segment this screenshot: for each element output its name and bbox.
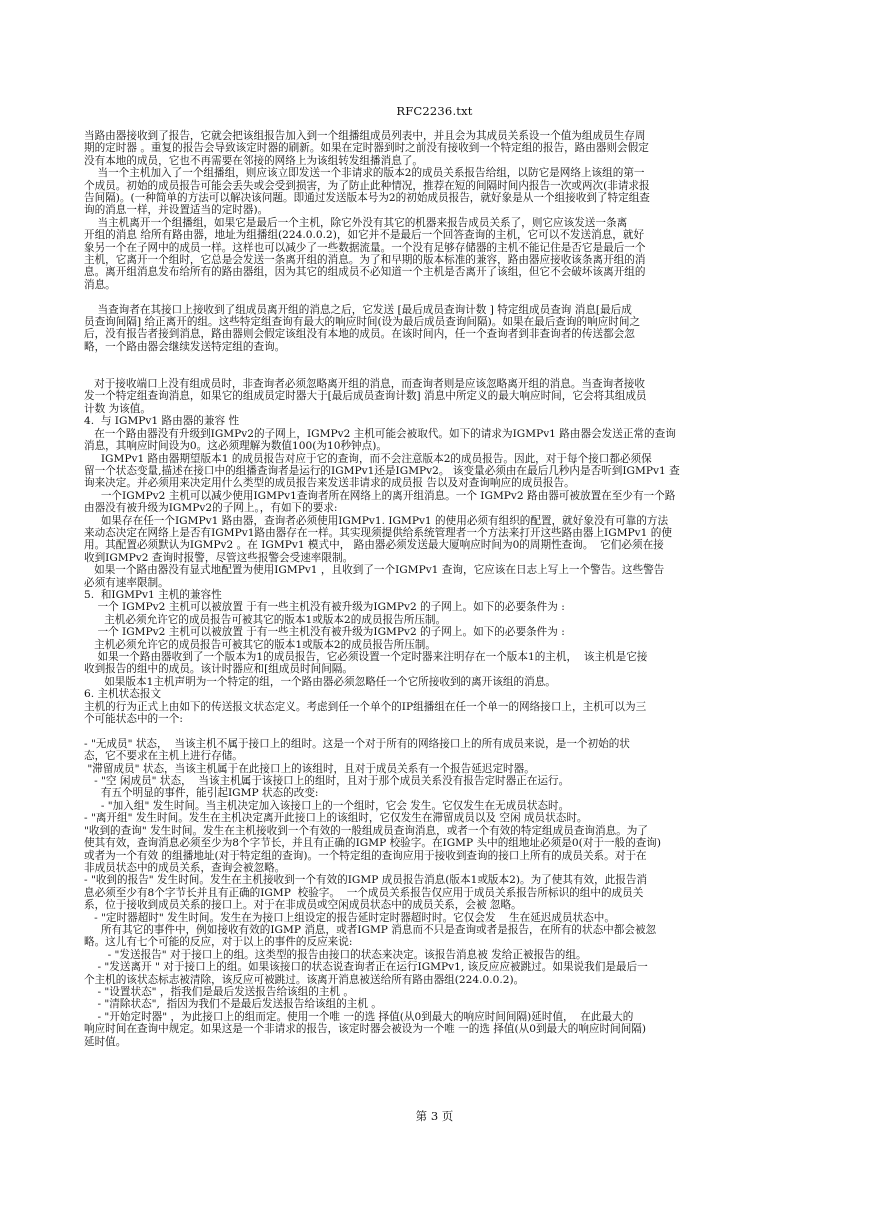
text-line: 非成员状态中的成员关系，查询会被忽略。 (84, 861, 286, 874)
text-line: 告间隔)。(一种简单的方法可以解决该问题。即通过发送版本号为2的初始成员报告，就好象是从一个组接收到了特定组查 (84, 192, 650, 205)
text-line: 响应时间在查询中规定。如果这是一个非请求的报告，该定时器会被设为一个唯 一的选 择值(从0到最大的响应时间间隔) (84, 1023, 647, 1036)
page-number: 第 3 页 (415, 1109, 454, 1123)
text-line: 息。离开组消息发布给所有的路由器组，因为其它的组成员不必知道一个主机是否离开了该组，但它不会破坏该离开组的 (84, 266, 646, 279)
text-line: 个成员。初始的成员报告可能会丢失或会受到损害，为了防止此种情况，推荐在短的间隔时间内报告一次或两次(非请求报 (84, 179, 650, 192)
text-line: 如果版本1主机声明为一个特定的组，一个路由器必须忽略任一个它所接收到的离开该组的消息。 (84, 675, 556, 688)
text-line: 延时值。 (84, 1035, 127, 1048)
text-line: 当一个主机加入了一个组播组，则应该立即发送一个非请求的版本2的成员关系报告给组，以防它是网络上该组的第一 (84, 167, 645, 180)
text-line: - "加入组" 发生时间。当主机决定加入该接口上的一个组时，它会 发生。它仅发生在无成员状态时。 (84, 799, 570, 812)
text-line: 或者为一个有效 的组播地址(对于特定组的查询)。一个特定组的查询应用于接收到查询的接口上所有的成员关系。对于在 (84, 849, 647, 862)
text-line: 收到报告的组中的成员。该计时器应和[组成员时间间隔。 (84, 663, 353, 676)
text-line: 对于接收端口上没有组成员时，非查询者必须忽略离开组的消息，而查询者则是应该忽略离开组的消息。当查询者接收 (84, 378, 645, 391)
text-line: 象另一个在子网中的成员一样。这样也可以减少了一些数据流量。一个没有足够存储器的主机不能记住是否它是最后一个 (84, 241, 646, 254)
text-line: 使其有效，查询消息必须至少为8个字节长，并且有正确的IGMP 校验字。在IGMP 头中的组地址必须是0(对于一般的查询) (84, 837, 662, 850)
text-line: 如果一个路由器没有显式地配置为使用IGMPv1 ，且收到了一个IGMPv1 查询，它应该在日志上写上一个警告。这些警告 (84, 564, 665, 577)
document-body (84, 130, 789, 1048)
text-line: 5. 和IGMPv1 主机的兼容性 (84, 588, 222, 601)
text-line: "滞留成员" 状态，当该主机属于在此接口上的该组时，且对于成员关系有一个报告延迟定时器。 (84, 762, 535, 775)
text-line (84, 725, 789, 737)
text-line: 有五个明显的事件，能引起IGMP 状态的改变: (84, 787, 319, 800)
text-line: - "开始定时器" ，为此接口上的组而定。使用一个唯 一的选 择值(从0到最大的响应时间间隔)延时值， 在此最大的 (84, 1010, 634, 1023)
text-line: 询来决定。并必须用来决定用什么类型的成员报告来发送非请求的成员报 告以及对查询响应的成员报告。 (84, 477, 575, 490)
text-line: 4. 与 IGMPv1 路由器的兼容 性 (84, 415, 240, 428)
text-line: 个主机的该状态标志被清除，该反应可被跳过。该离开消息被送给所有路由器组(224.0.0.2)。 (84, 973, 525, 986)
text-line: 个可能状态中的一个: (84, 713, 183, 726)
text-line: 留一个状态变量,描述在接口中的组播查询者是运行的IGMPv1还是IGMPv2。 该变量必须由在最后几秒内是否听到IGMPv1 查 (84, 464, 680, 477)
text-line: - "收到的报告" 发生时间。发生在主机接收到一个有效的IGMP 成员报告消息(版本1或版本2)。为了使其有效，此报告消 (84, 874, 648, 887)
text-line: 必须有速率限制。 (84, 576, 169, 589)
text-line: 后，没有报告者接到消息，路由器则会假定该组没有本地的成员。在该时间内，任一个查询者到非查询者的传送都会忽 (84, 328, 635, 341)
text-line: - "无成员" 状态， 当该主机不属于接口上的组时。这是一个对于所有的网络接口上的所有成员来说，是一个初始的状 (84, 737, 630, 750)
text-line (84, 353, 789, 365)
text-line: 计数 为该值。 (84, 402, 151, 415)
text-line: "收到的查询" 发生时间。发生在主机接收到一个有效的一般组成员查询消息，或者一个有效的特定组成员查询消息。为了 (84, 824, 648, 837)
text-line: 发一个特定组查询消息，如果它的组成员定时器大于[最后成员查询计数] 消息中所定义的最大响应时间，它会将其组成员 (84, 390, 647, 403)
text-line: 开组的消息 给所有路由器，地址为组播组(224.0.0.2)，如它并不是最后一个回答查询的主机，它可以不发送消息，就好 (84, 229, 645, 242)
text-line: 略。这儿有七个可能的反应，对于以上的事件的反应来说: (84, 936, 353, 949)
text-line: 一个 IGMPv2 主机可以被放置 于有一些主机没有被升级为IGMPv2 的子网上。如下的必要条件为 : (84, 601, 565, 614)
text-line: 员查询间隔] 给正离开的组。这些特定组查询有最大的响应时间(设为最后成员查询间隔)。如果在最后查询的响应时间之 (84, 316, 641, 329)
text-line: 来动态决定在网络上是否有IGMPv1路由器存在一样。其实现须提供给系统管理者一个方法来打开这些路由器上IGMPv1 的使 (84, 526, 672, 539)
text-line (84, 366, 789, 378)
text-line: 由器没有被升级为IGMPv2的子网上。，有如下的要求: (84, 502, 338, 515)
text-line: 用。其配置必须默认为IGMPv2 。在 IGMPv1 模式中， 路由器必须发送最大厦响应时间为0的周期性查询。 它们必须在接 (84, 539, 664, 552)
text-line: 略，一个路由器会继续发送特定组的查询。 (84, 340, 286, 353)
text-line: 询的消息一样，并设置适当的定时器)。 (84, 204, 269, 217)
text-line: - "发送报告" 对于接口上的组。这类型的报告由接口的状态来决定。该报告消息被 发给正被报告的组。 (84, 948, 587, 961)
text-line: 消息，其响应时间设为0。这必须理解为数值100(为10秒钟点)。 (84, 440, 387, 453)
text-line: 态，它不要求在主机上进行存储。 (84, 750, 243, 763)
text-line: 期的定时器 。重复的报告会导致该定时器的刷新。如果在定时器到时之前没有接收到一个特定组的报告，路由器则会假定 (84, 142, 649, 155)
text-line: 主机，它离开一个组时，它总是会发送一条离开组的消息。为了和早期的版本标准的兼容，路由器应接收该条离开组的消 (84, 254, 646, 267)
text-line: 主机必须允许它的成员报告可被其它的版本1或版本2的成员报告所压制。 (84, 613, 447, 626)
text-line: 所有其它的事件中，例如接收有效的IGMP 消息，或者IGMP 消息而不只是查询或者是报告，在所有的状态中都会被忽 (84, 923, 657, 936)
text-line (84, 291, 789, 303)
text-line: 系，位于接收到成员关系的接口上。对于在非成员或空闲成员状态中的成员关系，会被 忽略。 (84, 899, 522, 912)
text-line: - "定时器超时" 发生时间。发生在为接口上组设定的报告延时定时器超时时。它仅会发 生在延迟成员状态中。 (84, 911, 615, 924)
text-line: - "空 闲成员" 状态， 当该主机属于该接口上的组时，且对于那个成员关系没有报告定时器正在运行。 (84, 775, 570, 788)
text-line: 消息。 (84, 278, 116, 291)
text-line: 主机的行为正式上由如下的传送报文状态定义。考虑到任一个单个的IP组播组在任一个单一的网络接口上，主机可以为三 (84, 700, 647, 713)
text-line: 收到IGMPv2 查询时报警，尽管这些报警会受速率限制。 (84, 551, 354, 564)
text-line: 在一个路由器没有升级到IGMPv2的子网上，IGMPv2 主机可能会被取代。如下的请求为IGMPv1 路由器会发送正常的查询 (84, 427, 676, 440)
text-line: 当路由器接收到了报告，它就会把该组报告加入到一个组播组成员列表中，并且会为其成员关系设一个值为组成员生存周 (84, 130, 646, 142)
text-line: 如果存在任一个IGMPv1 路由器，查询者必须使用IGMPv1. IGMPv1 的使用必须有组织的配置，就好象没有可靠的方法 (84, 514, 669, 527)
document-filename: RFC2236.txt (396, 104, 473, 118)
text-line: - "设置状态" ，指我们是最后发送报告给该组的主机 。 (84, 985, 354, 998)
text-line: 当查询者在其接口上接收到了组成员离开组的消息之后，它发送 [最后成员查询计数 ] 特定组成员查询 消息[最后成 (84, 303, 632, 316)
text-line: 6. 主机状态报文 (84, 688, 162, 701)
text-line: - "发送离开 " 对于接口上的组。如果该接口的状态说查询者正在运行IGMPv1, 该反应应被跳过。如果说我们是最后一 (84, 961, 648, 974)
text-line: 一个 IGMPv2 主机可以被放置 于有一些主机没有被升级为IGMPv2 的子网上。如下的必要条件为 : (84, 626, 565, 639)
text-line: IGMPv1 路由器期望版本1 的成员报告对应于它的查询，而不会注意版本2的成员报告。因此，对于每个接口都必须保 (84, 452, 652, 465)
text-line: 息必须至少有8个字节长并且有正确的IGMP 校验字。 一个成员关系报告仅应用于成员关系报告所标识的组中的成员关 (84, 886, 644, 899)
text-line: 当主机离开一个组播组，如果它是最后一个主机，除它外没有其它的机器来报告成员关系了，则它应该发送一条离 (84, 216, 628, 229)
text-line: 一个IGMPv2 主机可以减少使用IGMPv1查询者所在网络上的离开组消息。一个 IGMPv2 路由器可被放置在至少有一个路 (84, 489, 676, 502)
text-line: 如果一个路由器收到了一个版本为1的成员报告，它必须设置一个定时器来注明存在一个版本1的主机， 该主机是它接 (84, 651, 648, 664)
text-line: - "离开组" 发生时间。发生在主机决定离开此接口上的该组时，它仅发生在滞留成员以及 空闲 成员状态时。 (84, 812, 588, 825)
text-line: 主机必须允许它的成员报告可被其它的版本1或版本2的成员报告所压制。 (84, 638, 436, 651)
text-line: - "清除状态", 指因为我们不是最后发送报告给该组的主机 。 (84, 998, 382, 1011)
text-line: 没有本地的成员，它也不再需要在邻接的网络上为该组转发组播消息了。 (84, 154, 423, 167)
